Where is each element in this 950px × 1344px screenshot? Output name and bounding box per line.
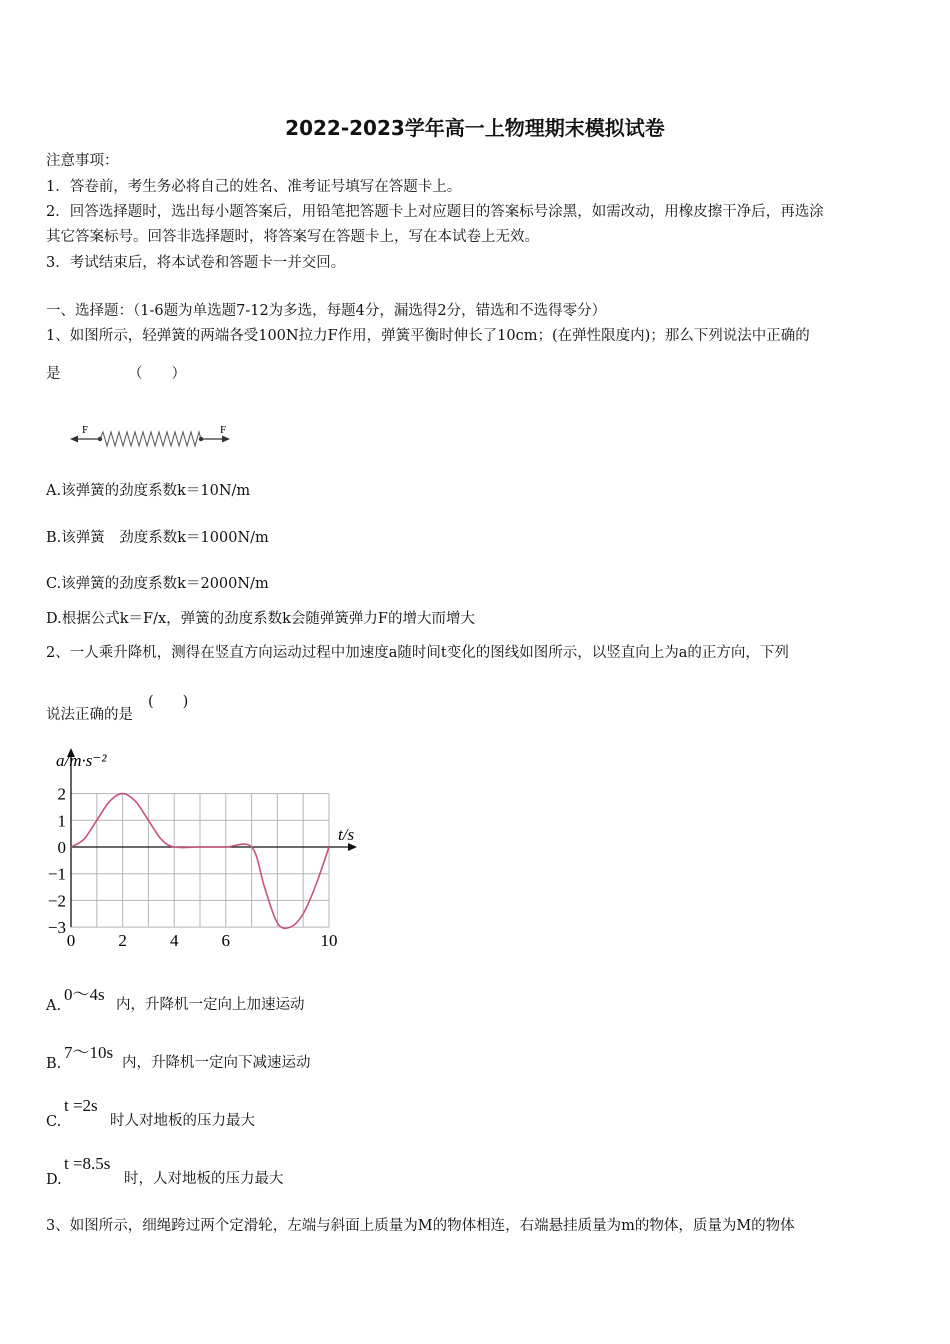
x-axis-arrowhead bbox=[348, 843, 357, 851]
spring-coil bbox=[100, 432, 201, 446]
page-title: 2022-2023学年高一上物理期末模拟试卷 bbox=[285, 116, 665, 140]
y-tick-label: 0 bbox=[57, 838, 66, 857]
y-tick-label: −2 bbox=[47, 891, 66, 911]
x-tick-label: 10 bbox=[320, 931, 338, 951]
q2-stem-end: 说法正确的是 bbox=[46, 707, 133, 723]
y-tick-label: −1 bbox=[47, 864, 66, 884]
notice-item: 1．答卷前，考生务必将自己的姓名、准考证号填写在答题卡上。 bbox=[46, 179, 462, 195]
x-tick-label: 4 bbox=[169, 931, 179, 951]
q1-stem-end: 是 bbox=[46, 366, 61, 382]
y-axis-label: a/m·s⁻² bbox=[56, 751, 107, 770]
answer-bracket: ( ) bbox=[148, 694, 189, 710]
q2-option-b-text[interactable]: 内，升降机一定向下减速运动 bbox=[122, 1055, 311, 1071]
x-tick-label: 6 bbox=[221, 931, 231, 951]
left-force-label: F bbox=[82, 424, 89, 436]
y-tick-label: 1 bbox=[57, 811, 66, 831]
q2-option-b-letter[interactable]: B. bbox=[46, 1056, 62, 1072]
chart-grid bbox=[71, 794, 329, 928]
q2-option-c-math: t =2s bbox=[64, 1096, 98, 1115]
q1-option-c[interactable]: C.该弹簧的劲度系数k＝2000N/m bbox=[46, 576, 269, 592]
q2-option-a-letter[interactable]: A. bbox=[46, 998, 62, 1014]
notice-item: 3．考试结束后，将本试卷和答题卡一并交回。 bbox=[46, 255, 346, 271]
x-axis-label: t/s bbox=[338, 825, 355, 844]
q2-option-c-text[interactable]: 时人对地板的压力最大 bbox=[110, 1113, 255, 1129]
notice-item: 其它答案标号。回答非选择题时，将答案写在答题卡上，写在本试卷上无效。 bbox=[46, 229, 539, 245]
spring-figure bbox=[68, 422, 238, 452]
q2-option-b-math: 7～10s bbox=[64, 1043, 114, 1062]
q2-option-c-letter[interactable]: C. bbox=[46, 1114, 62, 1130]
x-tick-label: 2 bbox=[118, 931, 127, 951]
answer-bracket: （ ） bbox=[128, 366, 186, 382]
x-tick-label: 0 bbox=[66, 931, 76, 951]
y-tick-label: −3 bbox=[47, 918, 66, 938]
q2-option-a-text[interactable]: 内，升降机一定向上加速运动 bbox=[116, 997, 305, 1013]
q2-option-d-math: t =8.5s bbox=[64, 1154, 111, 1173]
q2-stem: 2、一人乘升降机，测得在竖直方向运动过程中加速度a随时间t变化的图线如图所示，以竖直向上为a的正方向，下列 bbox=[46, 645, 789, 661]
right-arrowhead bbox=[222, 436, 230, 443]
q2-option-a-math: 0～4s bbox=[64, 985, 105, 1004]
q2-option-d-letter[interactable]: D. bbox=[46, 1172, 62, 1188]
left-arrowhead bbox=[70, 436, 78, 443]
q1-option-b[interactable]: B.该弹簧 劲度系数k＝1000N/m bbox=[46, 530, 269, 546]
q2-option-d-text[interactable]: 时，人对地板的压力最大 bbox=[124, 1171, 284, 1187]
q3-stem: 3、如图所示，细绳跨过两个定滑轮，左端与斜面上质量为M的物体相连，右端悬挂质量为m的物体，质量为M的物体 bbox=[46, 1218, 795, 1234]
acceleration-time-chart bbox=[40, 744, 370, 954]
right-force-label: F bbox=[220, 424, 227, 436]
q1-stem: 1、如图所示，轻弹簧的两端各受100N拉力F作用，弹簧平衡时伸长了10cm；(在弹性限度内)；那么下列说法中正确的 bbox=[46, 328, 810, 344]
q1-option-a[interactable]: A.该弹簧的劲度系数k＝10N/m bbox=[46, 483, 251, 499]
y-tick-label: 2 bbox=[57, 784, 66, 804]
notice-heading: 注意事项： bbox=[46, 153, 119, 169]
section-heading: 一、选择题：（1-6题为单选题7-12为多选，每题4分，漏选得2分，错选和不选得零分） bbox=[46, 303, 607, 319]
notice-item: 2．回答选择题时，选出每小题答案后，用铅笔把答题卡上对应题目的答案标号涂黑，如需改动，用橡皮擦干净后，再选涂 bbox=[46, 204, 824, 220]
q1-option-d[interactable]: D.根据公式k＝F/x，弹簧的劲度系数k会随弹簧弹力F的增大而增大 bbox=[46, 611, 475, 627]
